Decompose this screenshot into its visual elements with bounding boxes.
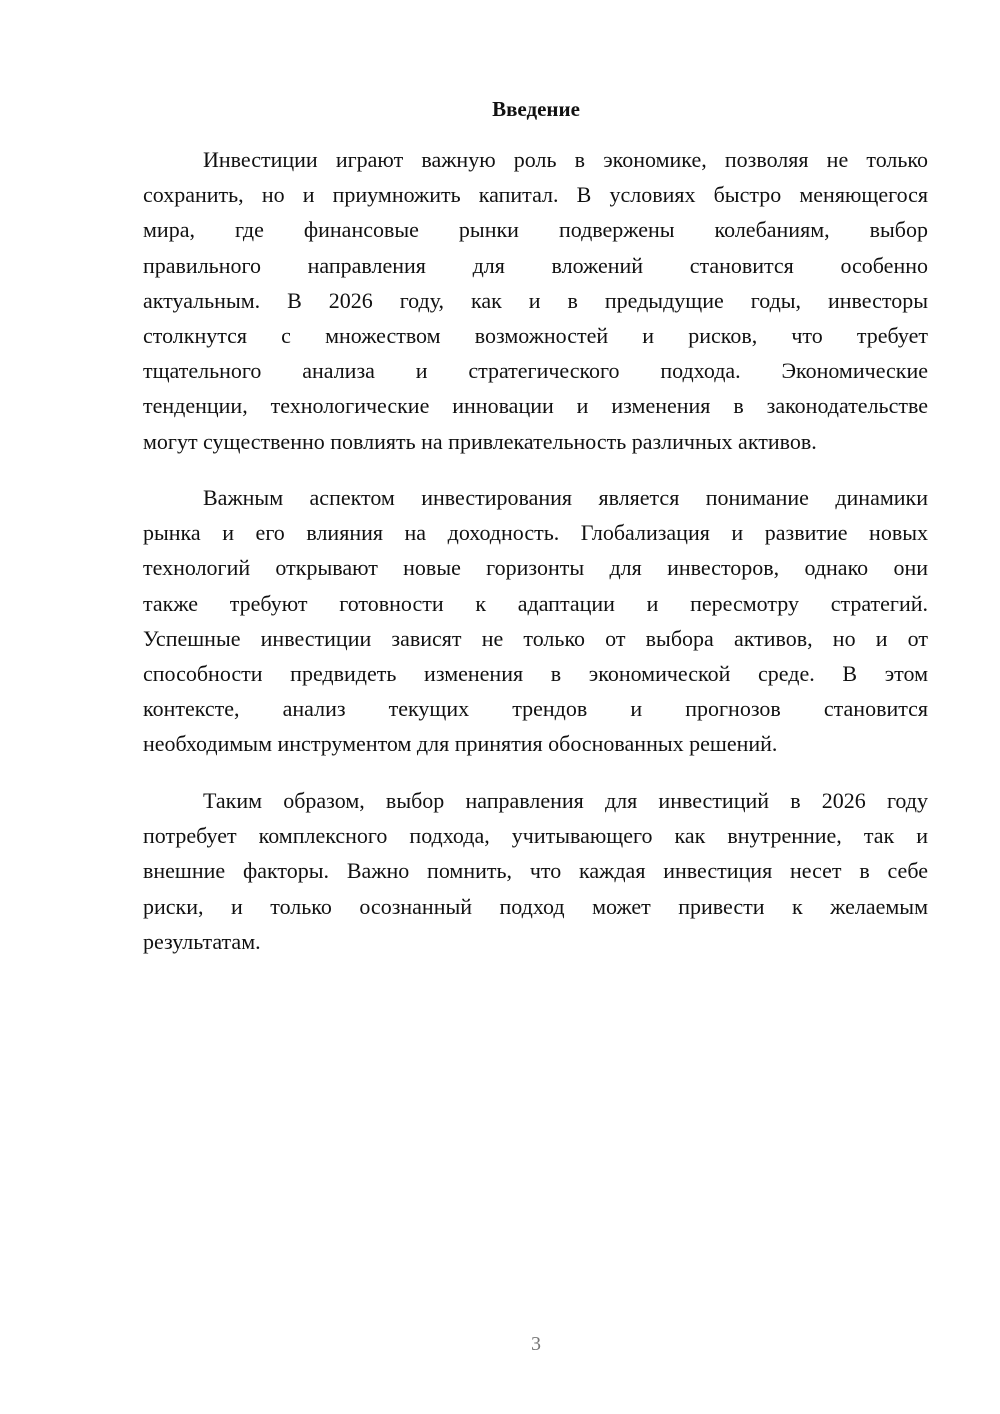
text-line: правильного направления для вложений становится особенно: [143, 252, 928, 278]
paragraph-2: [143, 480, 928, 762]
text-line: результатам.: [143, 928, 261, 954]
section-title: Введение: [492, 97, 580, 121]
text-line: риски, и только осознанный подход может привести к желаемым: [143, 893, 928, 919]
text-line: могут существенно повлиять на привлекательность различных активов.: [143, 428, 817, 454]
text-line: способности предвидеть изменения в экономической среде. В этом: [143, 660, 928, 686]
text-line: потребует комплексного подхода, учитывающего как внутренние, так и: [143, 823, 928, 849]
text-line: Успешные инвестиции зависят не только от выбора активов, но и от: [143, 625, 928, 651]
text-line: столкнутся с множеством возможностей и рисков, что требует: [143, 322, 928, 348]
text-line: Важным аспектом инвестирования является понимание динамики: [203, 485, 928, 510]
paragraph-3: [143, 783, 928, 959]
text-line: технологий открывают новые горизонты для инвесторов, однако они: [143, 555, 928, 581]
text-line: Таким образом, выбор направления для инвестиций в 2026 году: [203, 788, 928, 813]
text-line: необходимым инструментом для принятия обоснованных решений.: [143, 731, 778, 757]
text-line: сохранить, но и приумножить капитал. В условиях быстро меняющегося: [143, 182, 928, 208]
page-number: 3: [531, 1333, 541, 1355]
text-line: также требуют готовности к адаптации и пересмотру стратегий.: [143, 590, 928, 616]
text-line: актуальным. В 2026 году, как и в предыдущие годы, инвесторы: [143, 287, 928, 313]
paragraph-1: [143, 142, 928, 459]
text-line: тенденции, технологические инновации и изменения в законодательстве: [143, 393, 928, 419]
text-line: Инвестиции играют важную роль в экономике, позволяя не только: [203, 147, 928, 172]
text-line: мира, где финансовые рынки подвержены колебаниям, выбор: [143, 217, 928, 243]
text-line: контексте, анализ текущих трендов и прогнозов становится: [143, 696, 928, 722]
text-line: тщательного анализа и стратегического подхода. Экономические: [143, 358, 928, 384]
text-line: рынка и его влияния на доходность. Глобализация и развитие новых: [143, 520, 928, 546]
text-line: внешние факторы. Важно помнить, что каждая инвестиция несет в себе: [143, 858, 928, 884]
